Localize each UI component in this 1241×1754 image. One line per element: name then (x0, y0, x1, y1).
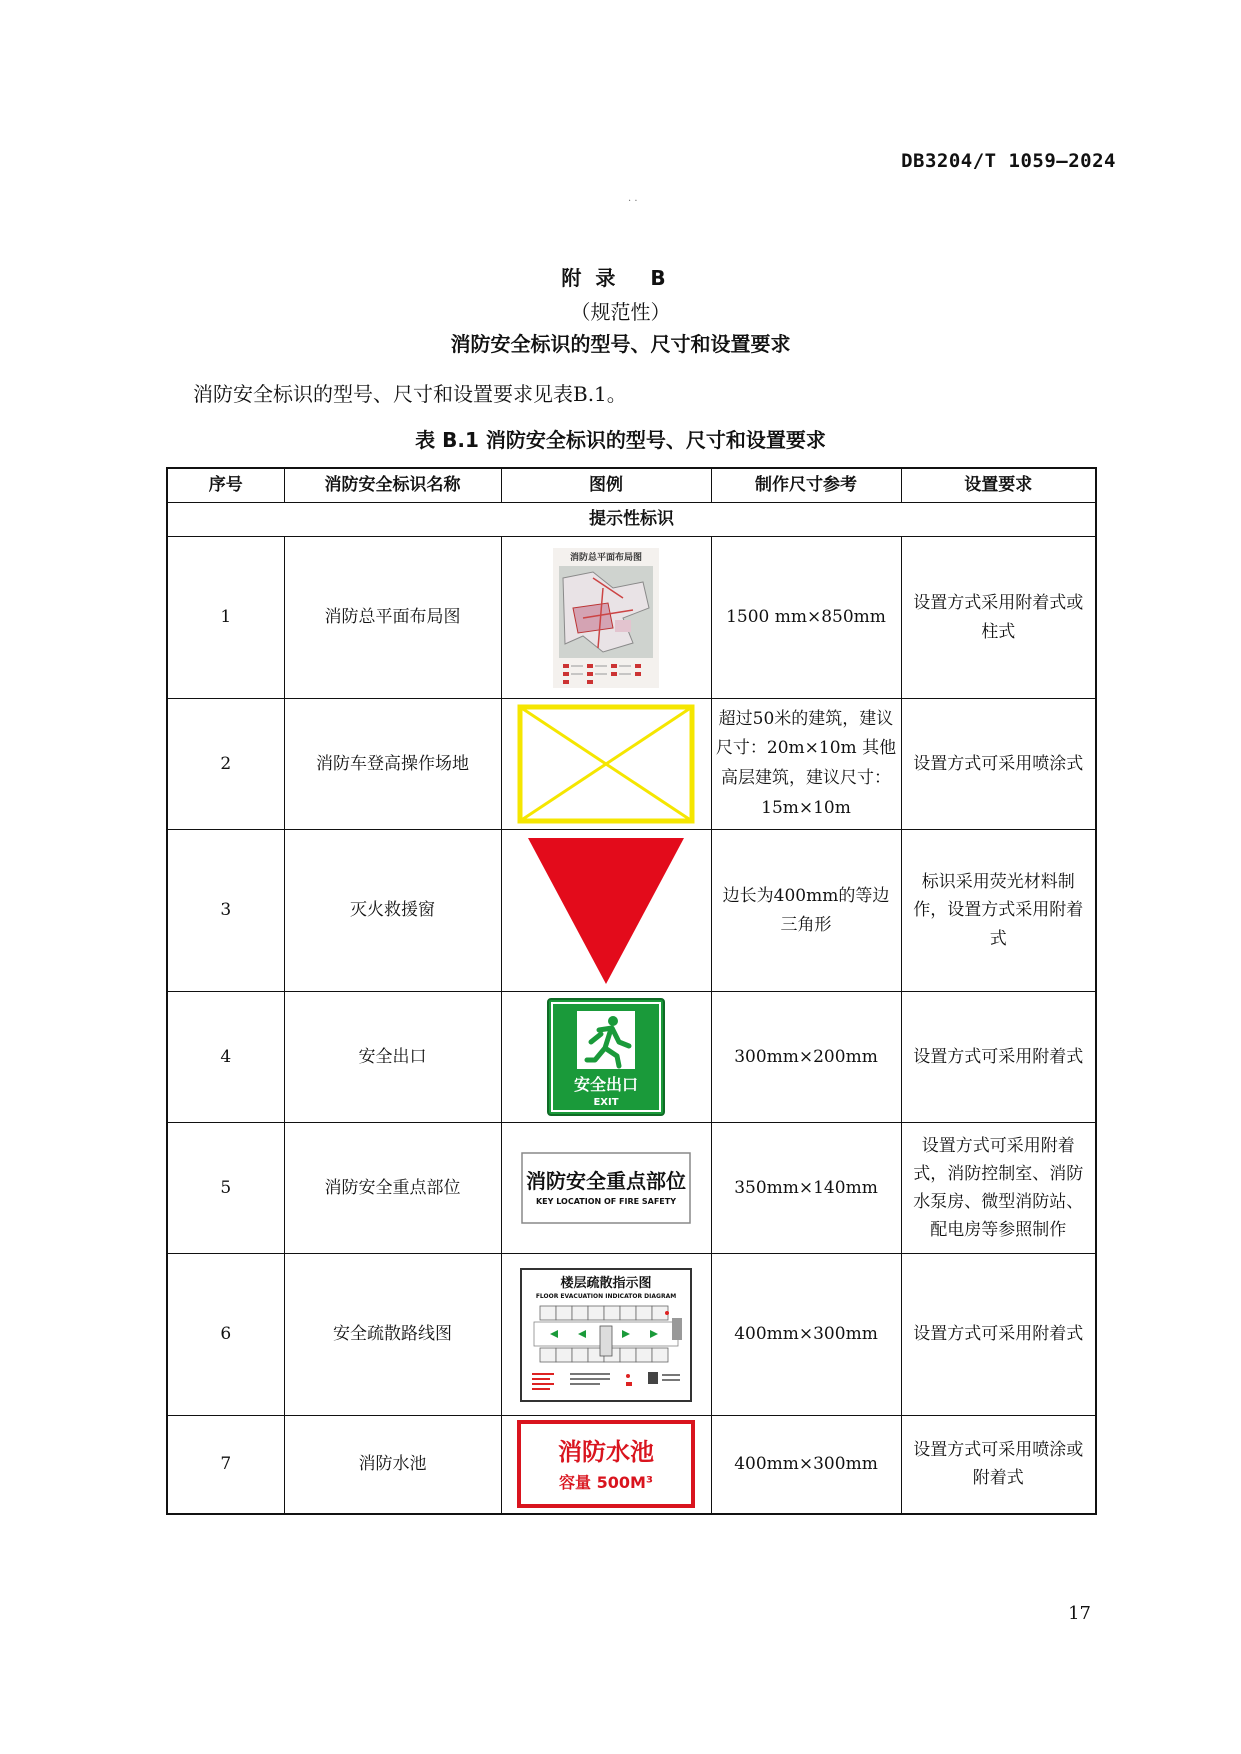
header-cell: 序号 (167, 468, 284, 503)
legend-cell (501, 992, 711, 1123)
intro-paragraph: 消防安全标识的型号、尺寸和设置要求见表B.1。 (193, 382, 627, 406)
row-name: 消防水池 (284, 1416, 501, 1514)
row-name: 消防车登高操作场地 (284, 699, 501, 830)
row-name: 安全出口 (284, 992, 501, 1123)
row-requirement: 设置方式可采用附着式 (901, 1254, 1096, 1416)
document-code: DB3204/T 1059—2024 (901, 150, 1116, 172)
category-row (167, 503, 1096, 537)
table-row (167, 699, 1096, 830)
key-location-sign (521, 1152, 691, 1224)
page-number: 17 (1068, 1603, 1091, 1624)
header-cell: 消防安全标识名称 (284, 468, 501, 503)
exit-sign-text: 安全出口 (573, 1075, 639, 1094)
row-size: 超过50米的建筑，建议尺寸：20m×10m 其他高层建筑，建议尺寸：15m×10m (711, 699, 901, 830)
row-size: 边长为400mm的等边三角形 (711, 830, 901, 992)
table-row (167, 1416, 1096, 1514)
floor-evacuation-diagram (520, 1268, 692, 1402)
row-requirement: 设置方式可采用附着式 (901, 992, 1096, 1123)
row-name: 灭火救援窗 (284, 830, 501, 992)
row-size: 400mm×300mm (711, 1254, 901, 1416)
table-row (167, 1254, 1096, 1416)
site-plan-map-image (553, 548, 659, 688)
legend-cell (501, 1416, 711, 1514)
legend-cell (501, 830, 711, 992)
row-number: 3 (167, 830, 284, 992)
fire-pool-sign (517, 1420, 695, 1508)
table-header-row (167, 468, 1096, 503)
row-number: 2 (167, 699, 284, 830)
table-row (167, 1123, 1096, 1254)
row-number: 7 (167, 1416, 284, 1514)
exit-sign-text-en: EXIT (593, 1097, 619, 1108)
row-requirement: 标识采用荧光材料制作，设置方式采用附着式 (901, 830, 1096, 992)
legend-cell (501, 699, 711, 830)
yellow-cross-rectangle (517, 704, 695, 824)
red-inverted-triangle (526, 836, 686, 986)
row-name: 消防安全重点部位 (284, 1123, 501, 1254)
row-size: 400mm×300mm (711, 1416, 901, 1514)
row-number: 1 (167, 537, 284, 699)
row-requirement: 设置方式可采用喷涂式 (901, 699, 1096, 830)
spec-table (166, 467, 1097, 1515)
row-size: 1500 mm×850mm (711, 537, 901, 699)
row-requirement: 设置方式可采用喷涂或附着式 (901, 1416, 1096, 1514)
site-plan-title: 消防总平面布局图 (569, 552, 643, 563)
header-cell: 设置要求 (901, 468, 1096, 503)
exit-running-man-icon (547, 998, 665, 1116)
row-name: 消防总平面布局图 (284, 537, 501, 699)
table-row (167, 830, 1096, 992)
table-row (167, 537, 1096, 699)
legend-cell (501, 537, 711, 699)
key-location-sign-text-en: KEY LOCATION OF FIRE SAFETY (535, 1197, 677, 1206)
key-location-sign-text: 消防安全重点部位 (526, 1169, 686, 1193)
appendix-heading: 消防安全标识的型号、尺寸和设置要求 (450, 332, 791, 356)
row-requirement: 设置方式采用附着式或柱式 (901, 537, 1096, 699)
evacuation-diagram-title: 楼层疏散指示图 (560, 1275, 652, 1291)
table-caption: 表 B.1 消防安全标识的型号、尺寸和设置要求 (415, 428, 826, 452)
category-cell: 提示性标识 (167, 503, 1096, 537)
table-row (167, 992, 1096, 1123)
appendix-kind: （规范性） (570, 300, 671, 324)
legend-cell (501, 1254, 711, 1416)
row-number: 4 (167, 992, 284, 1123)
evacuation-diagram-title-en: FLOOR EVACUATION INDICATOR DIAGRAM (535, 1292, 677, 1300)
fire-pool-sign-text: 消防水池 (558, 1438, 654, 1467)
row-requirement: 设置方式可采用附着式，消防控制室、消防水泵房、微型消防站、配电房等参照制作 (901, 1123, 1096, 1254)
row-number: 5 (167, 1123, 284, 1254)
fire-pool-capacity-text: 容量 500M³ (559, 1473, 653, 1493)
header-cell: 图例 (501, 468, 711, 503)
appendix-title: 附录 B (561, 266, 680, 290)
row-size: 350mm×140mm (711, 1123, 901, 1254)
decorative-dots: · · (628, 196, 638, 207)
header-cell: 制作尺寸参考 (711, 468, 901, 503)
row-number: 6 (167, 1254, 284, 1416)
row-name: 安全疏散路线图 (284, 1254, 501, 1416)
row-size: 300mm×200mm (711, 992, 901, 1123)
legend-cell (501, 1123, 711, 1254)
